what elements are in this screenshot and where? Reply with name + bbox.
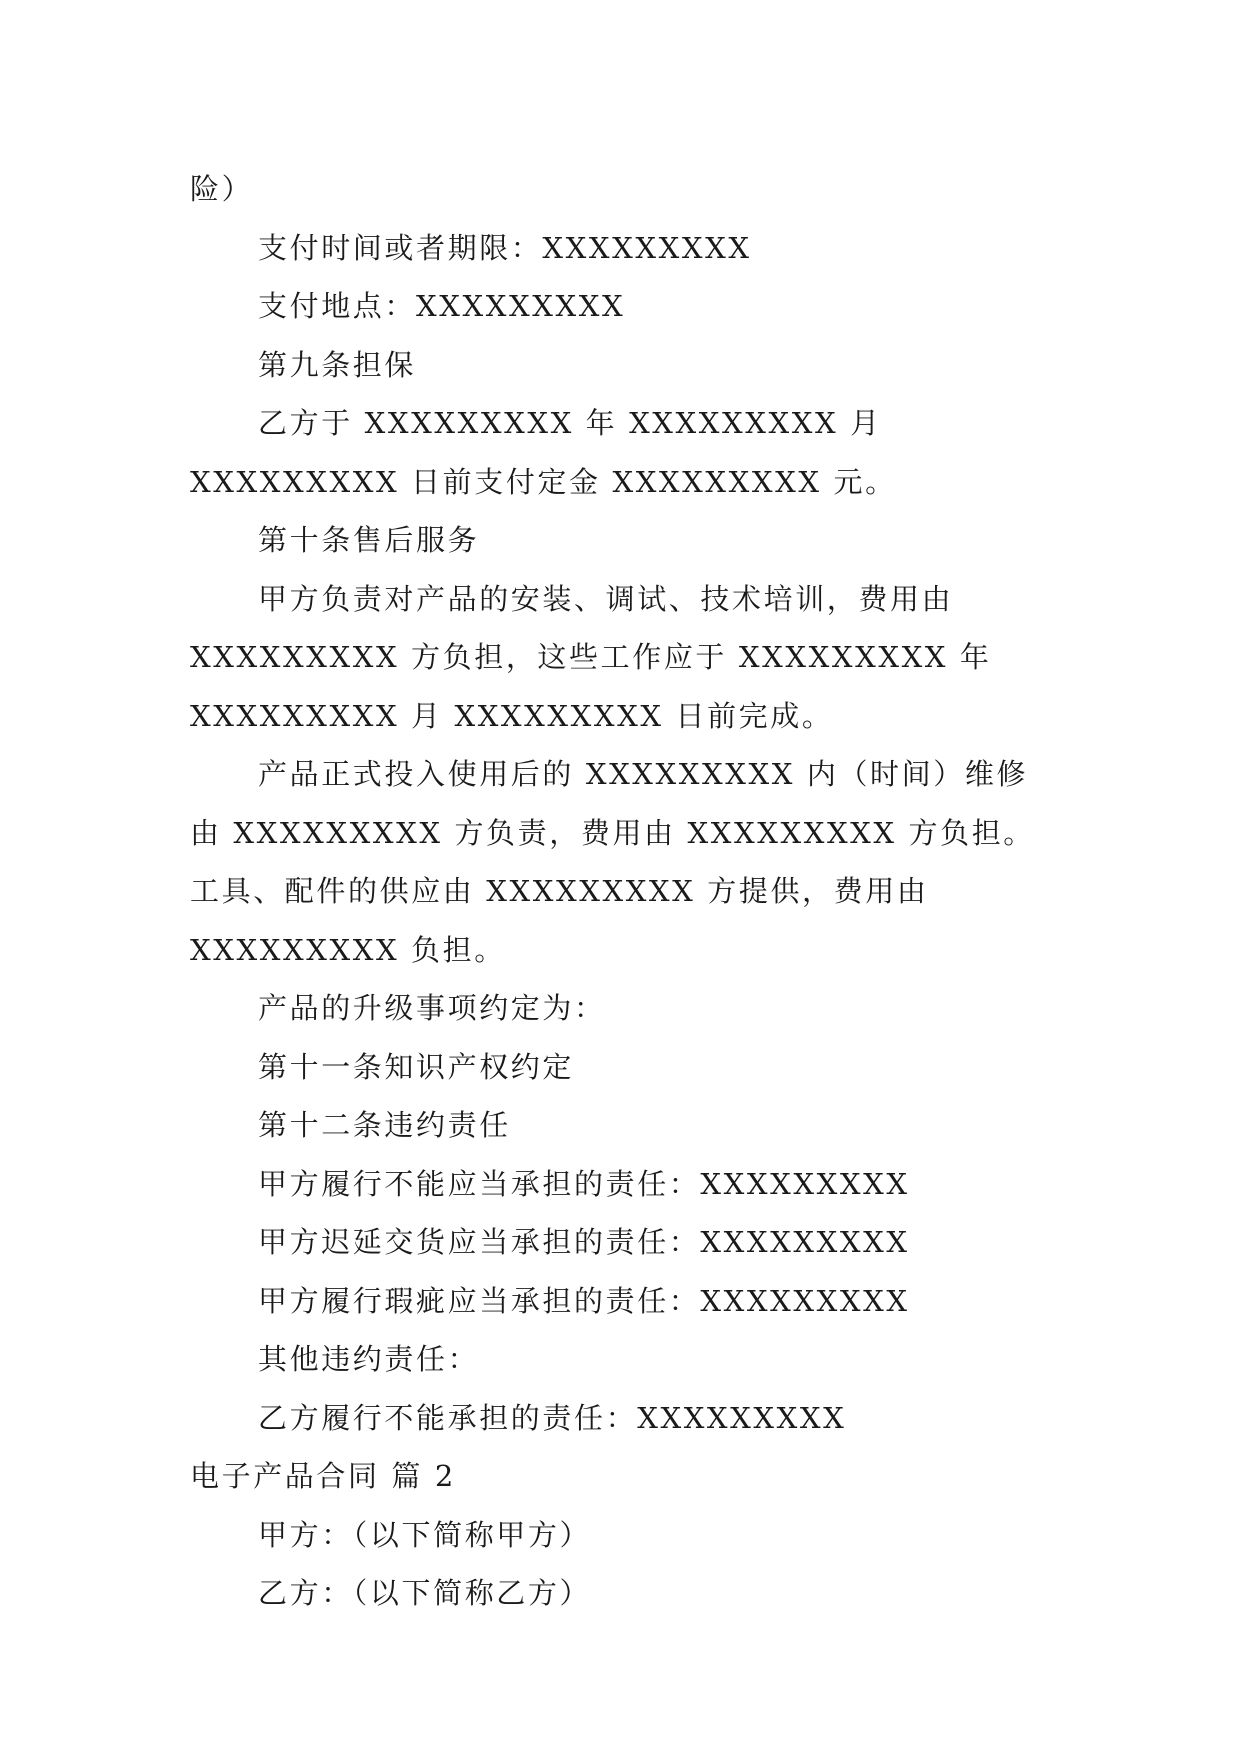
document-page (190, 160, 1050, 1623)
party-line: 乙方：（以下简称乙方） (258, 1576, 592, 1610)
paragraph: 支付地点：XXXXXXXXX (258, 289, 626, 323)
article-heading: 第九条担保 (258, 347, 417, 382)
paragraph: 甲方迟延交货应当承担的责任：XXXXXXXXX (258, 1225, 910, 1259)
paragraph: 产品正式投入使用后的 XXXXXXXXX 内（时间）维修由 XXXXXXXXX 方负责，费用由 XXXXXXXXX 方负担。工具、配件的供应由 XXXXXXXXX 方提供，费用由 XXXXXXXXX 负担。 (190, 757, 1035, 967)
paragraph: 甲方履行瑕疵应当承担的责任：XXXXXXXXX (258, 1283, 910, 1318)
paragraph: 乙方于 XXXXXXXXX 年 XXXXXXXXX 月 XXXXXXXXX 日前支付定金 XXXXXXXXX 元。 (190, 406, 897, 499)
article-heading: 第十一条知识产权约定 (258, 1049, 575, 1084)
paragraph: 甲方负责对产品的安装、调试、技术培训，费用由 XXXXXXXXX 方负担，这些工作应于 XXXXXXXXX 年 XXXXXXXXX 月 XXXXXXXXX 日前完成。 (190, 581, 992, 733)
paragraph: 支付时间或者期限：XXXXXXXXX (258, 230, 752, 265)
paragraph: 险） (190, 172, 254, 206)
section-heading: 电子产品合同 篇 2 (190, 1459, 456, 1493)
article-heading: 第十二条违约责任 (258, 1108, 511, 1142)
paragraph: 产品的升级事项约定为： (258, 991, 606, 1025)
paragraph: 甲方履行不能应当承担的责任：XXXXXXXXX (258, 1166, 910, 1201)
paragraph: 其他违约责任： (258, 1342, 480, 1376)
party-line: 甲方：（以下简称甲方） (258, 1517, 592, 1552)
article-heading: 第十条售后服务 (258, 523, 480, 557)
paragraph: 乙方履行不能承担的责任：XXXXXXXXX (258, 1400, 847, 1435)
